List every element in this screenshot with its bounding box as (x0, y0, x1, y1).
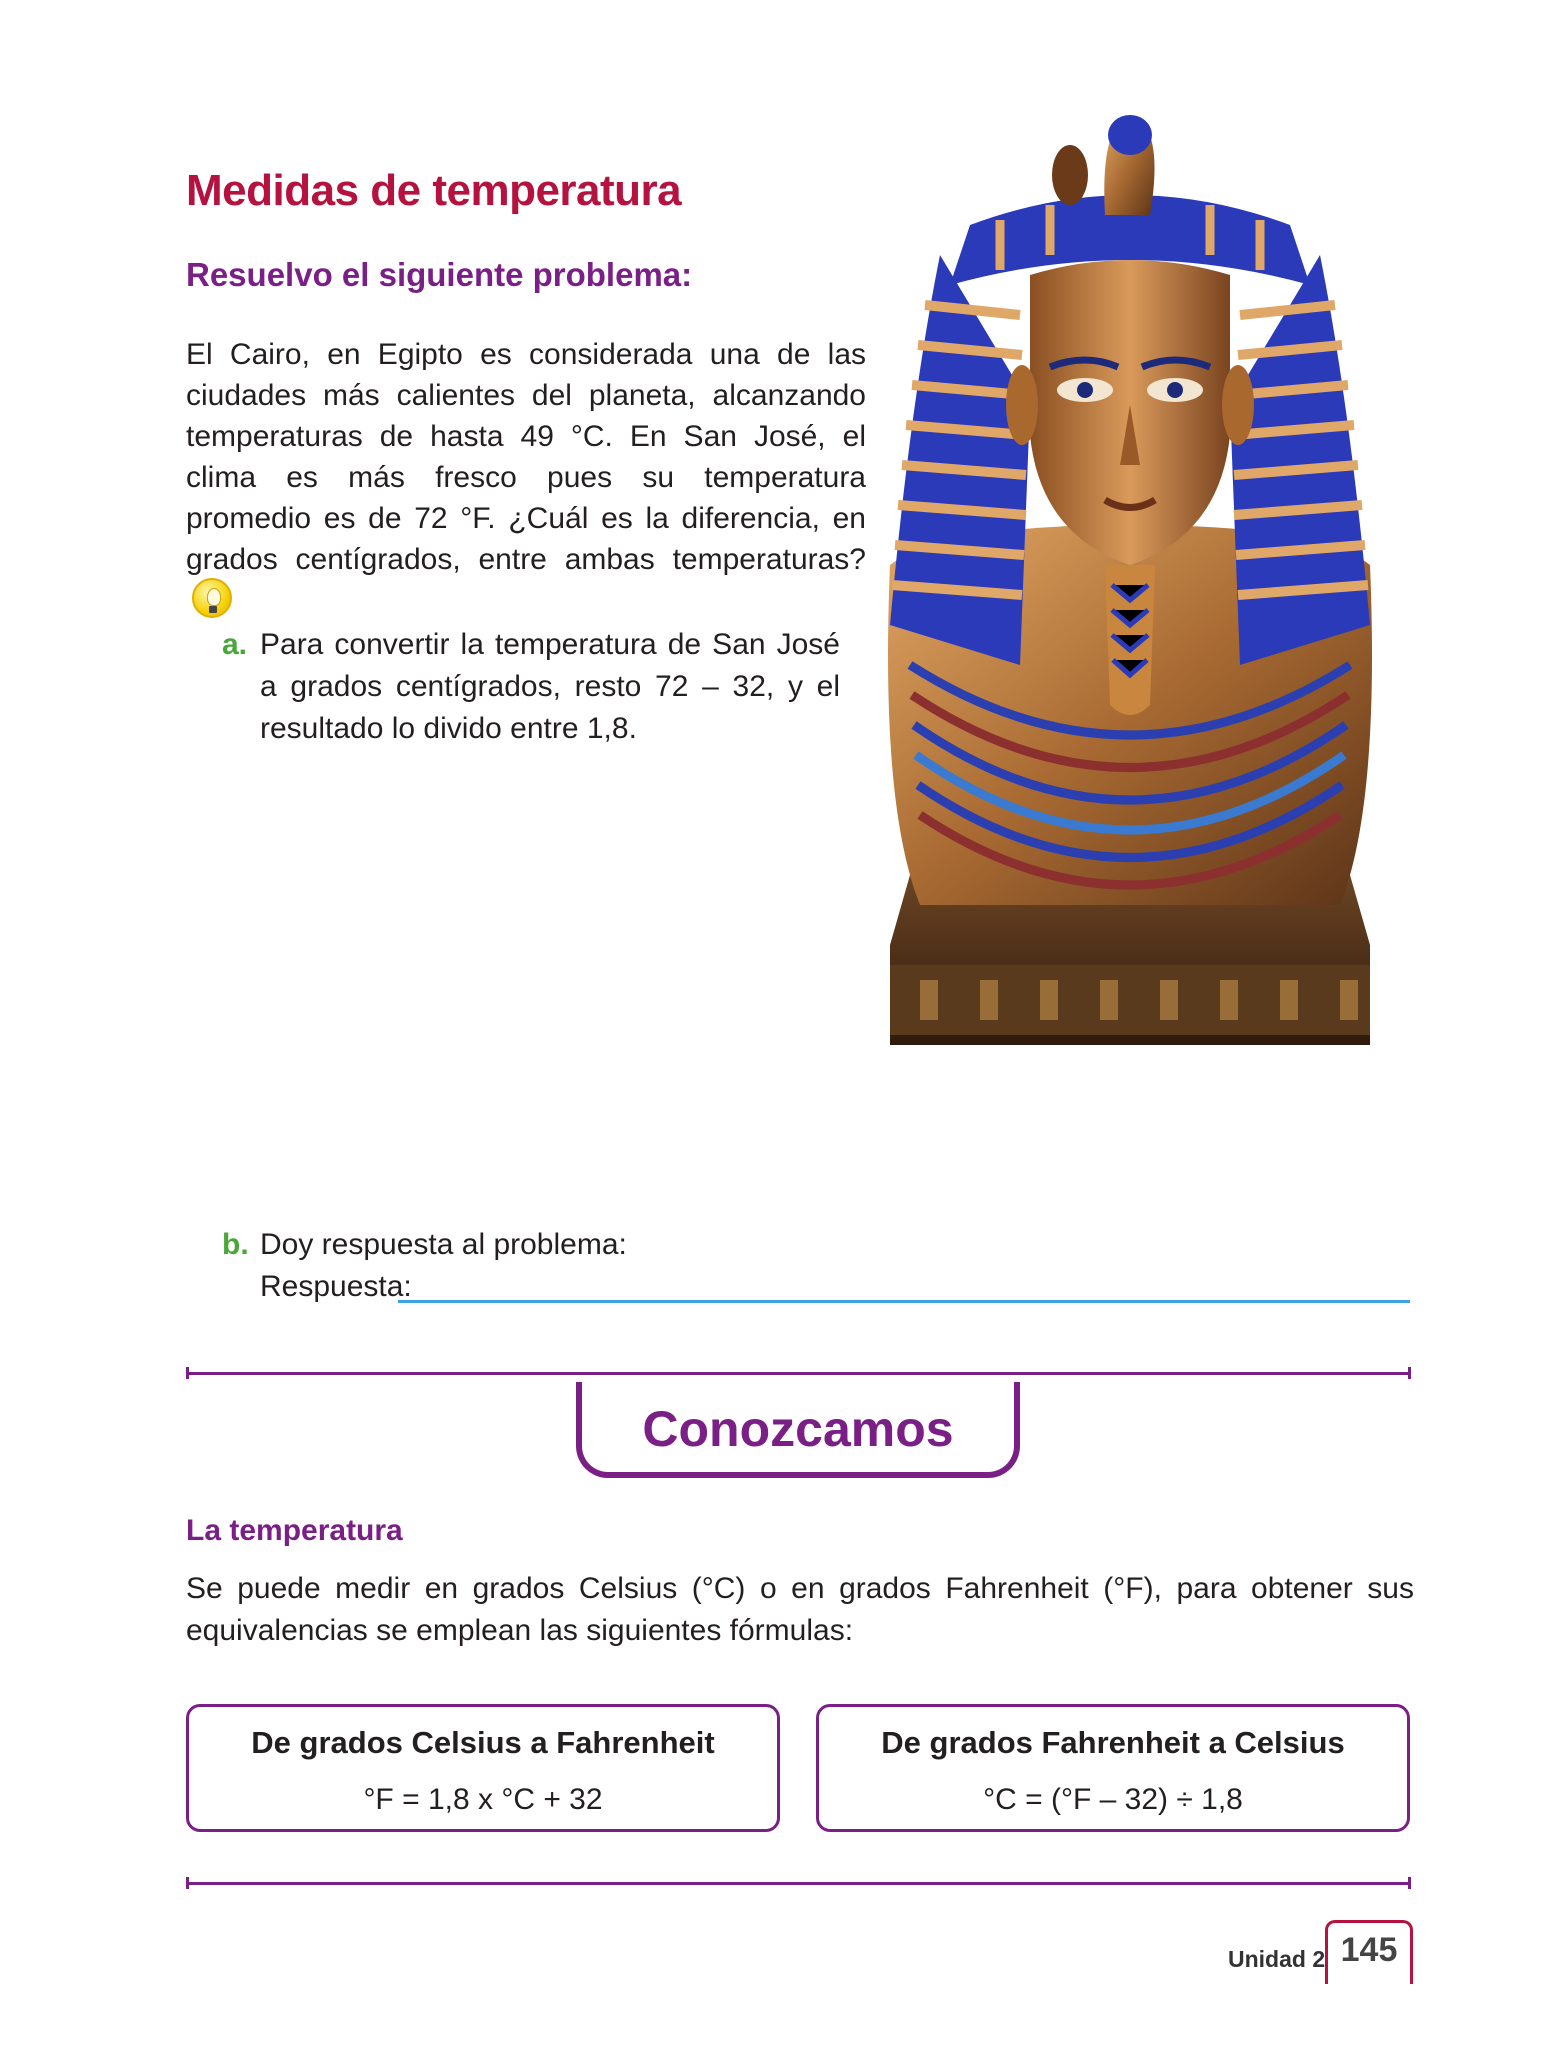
problem-text: El Cairo, en Egipto es considerada una de las ciudades más calientes del planeta, alcanzando temperaturas de hasta 49 °C. En San José, el clima es más fresco pues su temperatura promedio es de 72 °F. ¿Cuál es la diferencia, en grados centígrados, entre ambas temperaturas? (186, 338, 866, 576)
item-letter-b: b. (222, 1228, 249, 1261)
formula-box-celsius-to-fahrenheit (186, 1704, 780, 1832)
divider-tick (1408, 1877, 1411, 1889)
item-text-a: Para convertir la temperatura de San José a grados centígrados, resto 72 – 32, y el resultado lo divido entre 1,8. (260, 628, 840, 745)
divider-tick (1408, 1367, 1411, 1379)
formula-box-fahrenheit-to-celsius (816, 1704, 1410, 1832)
formula-text: °F = 1,8 x °C + 32 (363, 1783, 603, 1816)
answer-input-line[interactable] (398, 1300, 1410, 1303)
list-item-b (222, 1224, 1440, 1308)
formula-box-title: De grados Celsius a Fahrenheit (251, 1725, 715, 1760)
divider-tick (186, 1877, 189, 1889)
section-divider-bottom (186, 1882, 1410, 1885)
divider-tick (186, 1367, 189, 1379)
list-item-a (222, 624, 840, 750)
problem-paragraph (186, 334, 866, 622)
answer-label: Respuesta: (260, 1270, 412, 1303)
section-heading: La temperatura (186, 1514, 403, 1547)
section-divider-top (186, 1372, 1410, 1375)
section-text: Se puede medir en grados Celsius (°C) o en grados Fahrenheit (°F), para obtener sus equivalencias se emplean las siguientes fórmulas: (186, 1572, 1414, 1647)
page-title: Medidas de temperatura (186, 166, 682, 215)
section-subtitle: Resuelvo el siguiente problema: (186, 256, 693, 293)
formula-text: °C = (°F – 32) ÷ 1,8 (983, 1783, 1243, 1816)
item-text-b: Doy respuesta al problema: (260, 1228, 627, 1261)
conozcamos-tab-label: Conozcamos (642, 1401, 954, 1457)
pharaoh-bust-image (850, 105, 1410, 1045)
page-number: 145 (1325, 1920, 1413, 1984)
item-letter-a: a. (222, 628, 248, 661)
formula-box-title: De grados Fahrenheit a Celsius (881, 1725, 1345, 1760)
unit-label: Unidad 2 (1228, 1946, 1326, 1972)
lightbulb-icon (192, 578, 232, 618)
